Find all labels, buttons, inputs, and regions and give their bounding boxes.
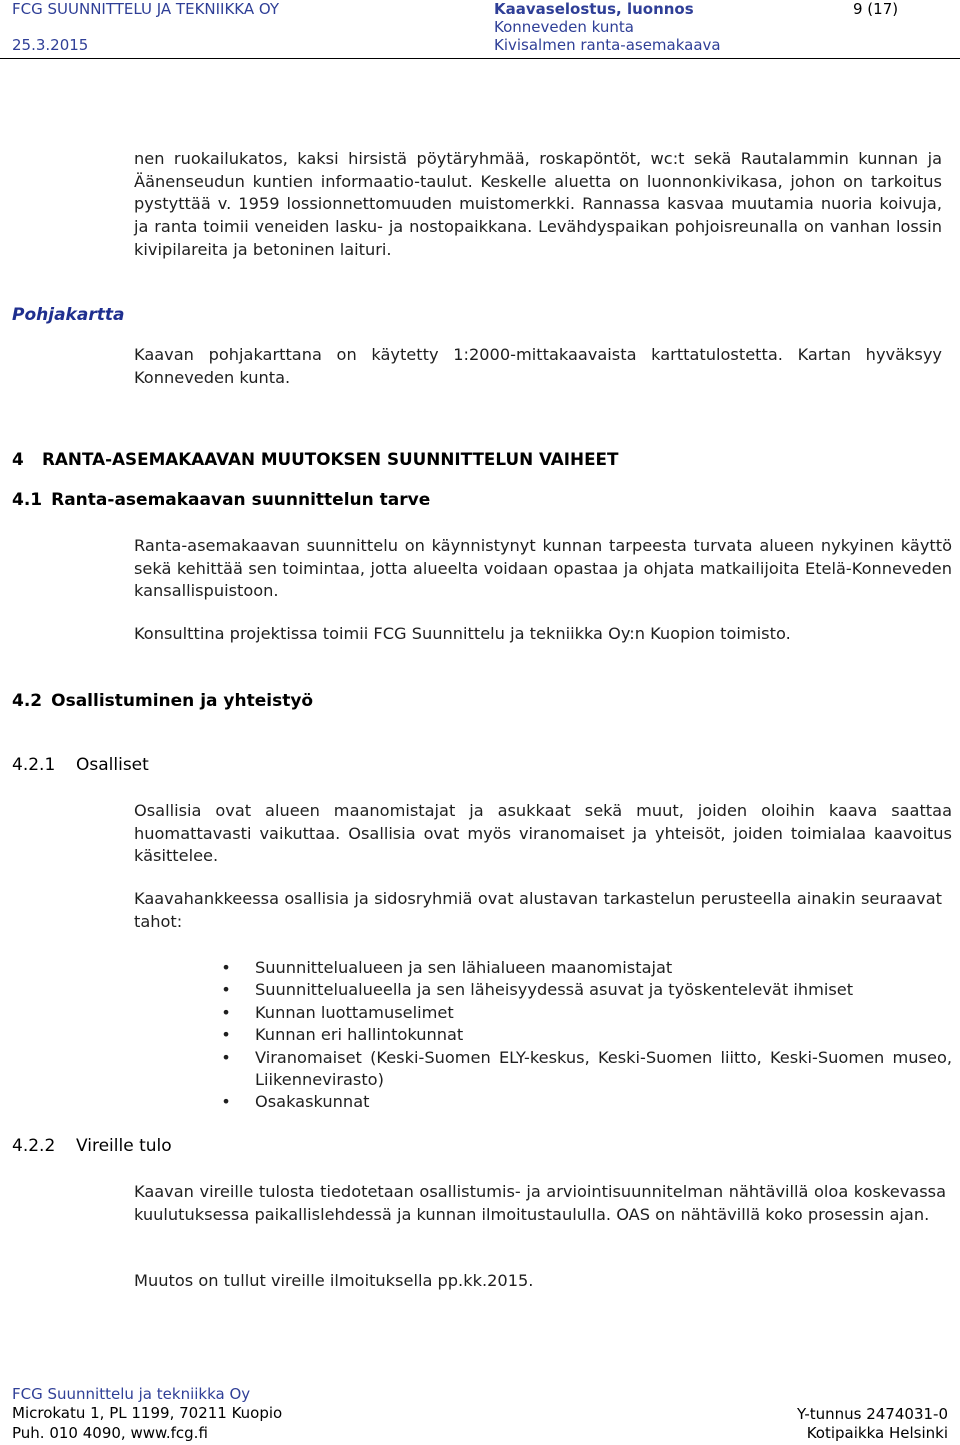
section-title: Osallistuminen ja yhteistyö xyxy=(51,691,314,711)
section-4-2-2-paragraph-1: Kaavan vireille tulosta tiedotetaan osallistumis- ja arviointisuunnitelman nähtävillä oloa koskevassa kuulutuksessa paikallislehdessä ja kunnan ilmoitustaululla. OAS on nähtävillä koko prosessin ajan. xyxy=(134,1182,946,1224)
list-item: • Osakaskunnat xyxy=(218,1091,952,1113)
pohjakartta-label: Pohjakartta xyxy=(12,305,125,325)
footer-company: FCG Suunnittelu ja tekniikka Oy xyxy=(12,1385,251,1403)
footer-address: Microkatu 1, PL 1199, 70211 Kuopio xyxy=(12,1404,283,1422)
section-title: Osalliset xyxy=(76,755,149,775)
list-item: • Kunnan luottamuselimet xyxy=(218,1002,952,1024)
header-municipality: Konneveden kunta xyxy=(494,18,634,36)
footer-business-id: Y-tunnus 2474031-0 xyxy=(796,1405,948,1423)
header-plan-name: Kivisalmen ranta-asemakaava xyxy=(494,36,721,54)
intro-paragraph: nen ruokailukatos, kaksi hirsistä pöytäryhmää, roskapöntöt, wc:t sekä Rautalammin kunnan ja Äänenseudun kuntien informaatio-taulut. Keskelle aluetta on luonnonkivikasa, johon on tarkoitus pystyttää v. 1959 lossionnettomuuden muistomerkki. Rannassa kasvaa muutamia nuoria koivuja, ja ranta toimii veneiden lasku- ja nostopaikkana. Levähdyspaikan pohjoisreunalla on vanhan lossin kivipilareita ja betoninen laituri. xyxy=(134,149,942,259)
stakeholder-list xyxy=(218,957,952,1114)
section-4-2-1-paragraph-1: Osallisia ovat alueen maanomistajat ja asukkaat sekä muut, joiden oloihin kaava saattaa huomattavasti vaikuttaa. Osallisia ovat myös viranomaiset ja yhteisöt, joiden toimialaa kaavoitus käsittelee. xyxy=(134,801,952,866)
list-item: • Suunnittelualueella ja sen läheisyydessä asuvat ja työskentelevät ihmiset xyxy=(218,979,952,1001)
section-number: 4.2.1 xyxy=(12,755,56,775)
footer-domicile: Kotipaikka Helsinki xyxy=(806,1424,948,1442)
section-number: 4 xyxy=(12,449,24,469)
header-doc-title: Kaavaselostus, luonnos xyxy=(494,0,694,18)
section-4-2-heading xyxy=(12,691,313,711)
section-4-1-heading xyxy=(12,490,430,510)
bullet-icon: • xyxy=(221,1047,231,1067)
pohjakartta-text: Kaavan pohjakarttana on käytetty 1:2000-mittakaavaista karttatulostetta. Kartan hyväksyy Konneveden kunta. xyxy=(134,345,942,387)
section-title: Vireille tulo xyxy=(76,1136,172,1156)
section-4-2-1-paragraph-2: Kaavahankkeessa osallisia ja sidosryhmiä ovat alustavan tarkastelun perusteella ainakin seuraavat tahot: xyxy=(134,889,942,931)
section-4-2-1-heading xyxy=(12,755,149,775)
bullet-icon: • xyxy=(221,958,231,977)
list-item: • Kunnan eri hallintokunnat xyxy=(218,1024,952,1046)
section-number: 4.2 xyxy=(12,691,43,711)
header-page-number: 9 (17) xyxy=(853,0,899,18)
section-number: 4.1 xyxy=(12,490,43,510)
section-4-2-2-heading xyxy=(12,1136,172,1156)
section-4-heading xyxy=(12,449,618,469)
section-title: Ranta-asemakaavan suunnittelun tarve xyxy=(51,490,431,510)
section-title: RANTA-ASEMAKAAVAN MUUTOKSEN SUUNNITTELUN VAIHEET xyxy=(42,449,619,469)
bullet-icon: • xyxy=(221,1092,231,1112)
bullet-icon: • xyxy=(221,1025,231,1045)
list-item: • Viranomaiset (Keski-Suomen ELY-keskus, Keski-Suomen liitto, Keski-Suomen museo, Liikennevirasto) xyxy=(218,1047,952,1092)
section-number: 4.2.2 xyxy=(12,1136,56,1156)
section-4-1-paragraph-2: Konsulttina projektissa toimii FCG Suunnittelu ja tekniikka Oy:n Kuopion toimisto. xyxy=(134,624,791,643)
list-item: • Suunnittelualueen ja sen lähialueen maanomistajat xyxy=(218,957,952,979)
header-divider xyxy=(0,58,960,59)
section-4-2-2-paragraph-2: Muutos on tullut vireille ilmoituksella pp.kk.2015. xyxy=(134,1271,534,1290)
footer-contact: Puh. 010 4090, www.fcg.fi xyxy=(12,1424,208,1442)
bullet-icon: • xyxy=(221,1002,231,1022)
section-4-1-paragraph-1: Ranta-asemakaavan suunnittelu on käynnistynyt kunnan tarpeesta turvata alueen nykyinen käyttö sekä kehittää sen toimintaa, jotta alueelta voidaan opastaa ja ohjata matkailijoita Etelä-Konneveden kansallispuistoon. xyxy=(134,536,952,601)
header-company: FCG SUUNNITTELU JA TEKNIIKKA OY xyxy=(12,0,280,18)
bullet-icon: • xyxy=(221,980,231,1000)
header-date: 25.3.2015 xyxy=(12,36,89,54)
